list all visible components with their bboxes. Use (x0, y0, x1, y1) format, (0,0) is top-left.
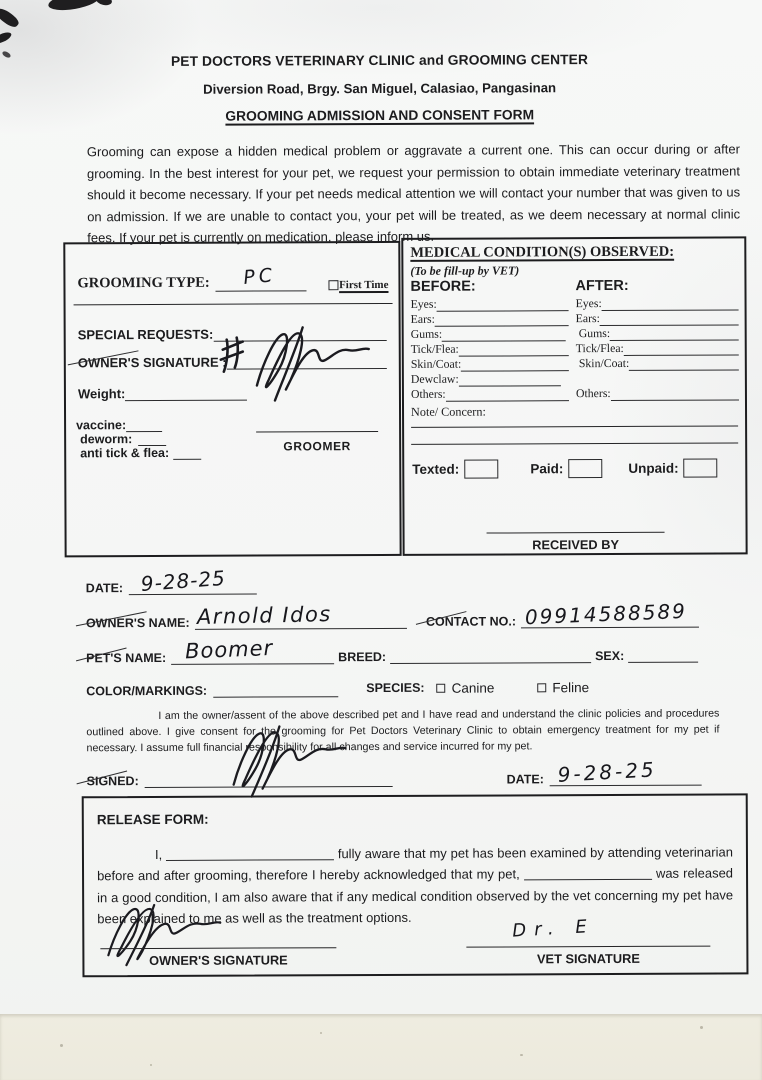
species-label: SPECIES: (366, 680, 425, 696)
canine-checkbox (437, 683, 446, 692)
after-eyes-label: Eyes: (575, 296, 602, 311)
after-eyes-field (602, 298, 739, 311)
anti-tick-flea-label: anti tick & flea: (80, 445, 170, 461)
special-requests-label: SPECIAL REQUESTS: (77, 326, 214, 343)
groomer-signature-line (256, 431, 378, 433)
contact-no-label: CONTACT NO.: (425, 614, 517, 629)
before-dewclaw-label: Dewclaw: (410, 371, 459, 386)
before-eyes-label: Eyes: (410, 296, 437, 311)
anti-tick-flea-field (173, 446, 201, 460)
date-handwritten-value: 9-28-25 (140, 565, 227, 596)
after-others-label: Others: (575, 385, 611, 401)
intro-paragraph: Grooming can expose a hidden medical problem or aggravate a current one. This can occur during or after grooming. In the best interest for your pet, we request your permission to obtain immediate veterinary treatment should it become necessary. If your pet needs medical attention we will contact your number that was given to us on admission. If we are unable to contact you, your pet will be treated, as we deem necessary at normal clinic fees. If your pet is currently on medication, please inform us. (86, 141, 741, 246)
before-tick-flea-label: Tick/Flea: (410, 341, 459, 356)
note-line-1 (411, 425, 738, 427)
received-by-label: RECEIVED BY (532, 536, 620, 553)
owner-name-handwritten-value: Arnold Idos (196, 602, 332, 629)
before-skin-coat-field (461, 359, 569, 371)
owner-name-label: OWNER'S NAME: (85, 615, 190, 631)
after-gums-label: Gums: (578, 325, 611, 341)
medical-subtitle: (To be fill-up by VET) (410, 263, 520, 278)
paid-checkbox (568, 459, 602, 478)
unpaid-checkbox (684, 458, 718, 477)
first-time-label: First Time (339, 278, 389, 292)
clinic-address: Diversion Road, Brgy. San Miguel, Calasiao, Pangasinan (203, 80, 557, 97)
note-line-2 (411, 442, 738, 444)
before-dewclaw-field (459, 374, 561, 386)
clinic-name: PET DOCTORS VETERINARY CLINIC and GROOMING CENTER (170, 52, 589, 69)
medical-section-box (401, 236, 747, 556)
pet-name-field (171, 635, 334, 665)
release-text-part2: fully aware that my pet has been examined by attending veterinarian before and after grooming, therefore I hereby acknowledged that my pet, (97, 844, 733, 884)
consent-date-handwritten-value: 9-28-25 (557, 757, 658, 787)
breed-field (390, 649, 591, 664)
feline-label: Feline (552, 679, 590, 695)
date-label: DATE: (85, 581, 124, 596)
weight-label: Weight: (77, 386, 126, 402)
before-eyes-field (437, 299, 569, 312)
before-ears-field (435, 314, 569, 327)
after-gums-field (610, 328, 739, 341)
paid-label: Paid: (530, 460, 564, 476)
after-ears-label: Ears: (575, 311, 600, 326)
before-ears-label: Ears: (410, 311, 435, 326)
release-form-title: RELEASE FORM: (96, 811, 209, 828)
canine-label: Canine (451, 680, 495, 696)
vet-signature-line (466, 946, 710, 948)
grooming-type-label: GROOMING TYPE: (77, 274, 210, 292)
texted-checkbox (464, 459, 498, 478)
received-by-line (487, 532, 665, 534)
after-tick-flea-field (624, 343, 739, 356)
groomer-label: GROOMER (283, 439, 351, 454)
texted-label: Texted: (412, 461, 460, 477)
separator-line (74, 303, 393, 305)
contact-no-handwritten-value: 09914588589 (524, 598, 688, 630)
deworm-label: deworm: (80, 432, 133, 447)
after-tick-flea-label: Tick/Flea: (575, 340, 624, 356)
pet-name-handwritten-value: Boomer (184, 635, 274, 664)
release-name-field (166, 848, 334, 861)
sex-label: SEX: (595, 648, 625, 664)
breed-label: BREED: (338, 649, 387, 665)
consent-signature-handwriting (219, 724, 409, 797)
form-header (4, 51, 754, 124)
after-ears-field (600, 313, 739, 326)
release-lead-in: I, (154, 846, 163, 862)
weight-field (125, 387, 247, 402)
sex-field (628, 649, 698, 663)
after-others-field (611, 388, 739, 401)
release-owner-signature-label: OWNER'S SIGNATURE (149, 952, 288, 969)
first-time-checkbox (328, 280, 338, 290)
after-skin-coat-label: Skin/Coat: (578, 355, 630, 371)
before-column-label: BEFORE: (410, 278, 476, 295)
release-text-part3: was released in a good condition, I am also aware that if any medical condition observed by the vet concerning my pet have been explained to me as well as the treatment options. (97, 865, 734, 927)
vet-signature-label: VET SIGNATURE (536, 950, 640, 967)
grooming-type-handwritten-value: PC (242, 264, 278, 289)
owner-signature-label: OWNER'S SIGNATURE : (77, 354, 227, 371)
before-tick-flea-field (459, 344, 569, 356)
date-field (129, 565, 257, 596)
color-markings-label: COLOR/MARKINGS: (86, 683, 208, 699)
grooming-type-field (216, 264, 306, 291)
signed-label: SIGNED: (86, 774, 139, 789)
before-skin-coat-label: Skin/Coat: (410, 356, 462, 371)
contact-no-field (521, 598, 699, 630)
consent-date-field (550, 757, 702, 787)
after-column-label: AFTER: (575, 277, 629, 295)
form-title: GROOMING ADMISSION AND CONSENT FORM (225, 107, 535, 124)
vet-signature-handwritten-value: Dr. E (511, 915, 596, 942)
before-others-field (446, 389, 569, 402)
owner-name-field (195, 602, 407, 630)
before-others-label: Others: (410, 386, 446, 401)
consent-date-label: DATE: (506, 772, 544, 787)
consent-paragraph: I am the owner/assent of the above described pet and I have read and understand the clinic policies and procedures outlined above. I give consent for the grooming for Pet Doctors Veterinary Clinic to obtain emergency treatment for my pet if necessary. I assume full financial responsibility for all changes and service incurred for my pet. (86, 707, 720, 754)
before-gums-label: Gums: (410, 326, 443, 341)
medical-title: MEDICAL CONDITION(S) OBSERVED: (410, 243, 675, 261)
release-form-box (82, 793, 749, 977)
before-gums-field (442, 329, 566, 342)
after-skin-coat-field (629, 358, 739, 370)
vaccine-label: vaccine: (76, 418, 127, 433)
grooming-section-box (63, 241, 401, 557)
release-pet-name-field (524, 868, 652, 881)
unpaid-label: Unpaid: (628, 460, 679, 476)
color-markings-field (213, 683, 338, 698)
feline-checkbox (537, 683, 546, 692)
note-concern-label: Note/ Concern: (410, 404, 486, 419)
pet-name-label: PET'S NAME: (86, 650, 167, 666)
scanner-bed-strip (0, 1014, 762, 1080)
